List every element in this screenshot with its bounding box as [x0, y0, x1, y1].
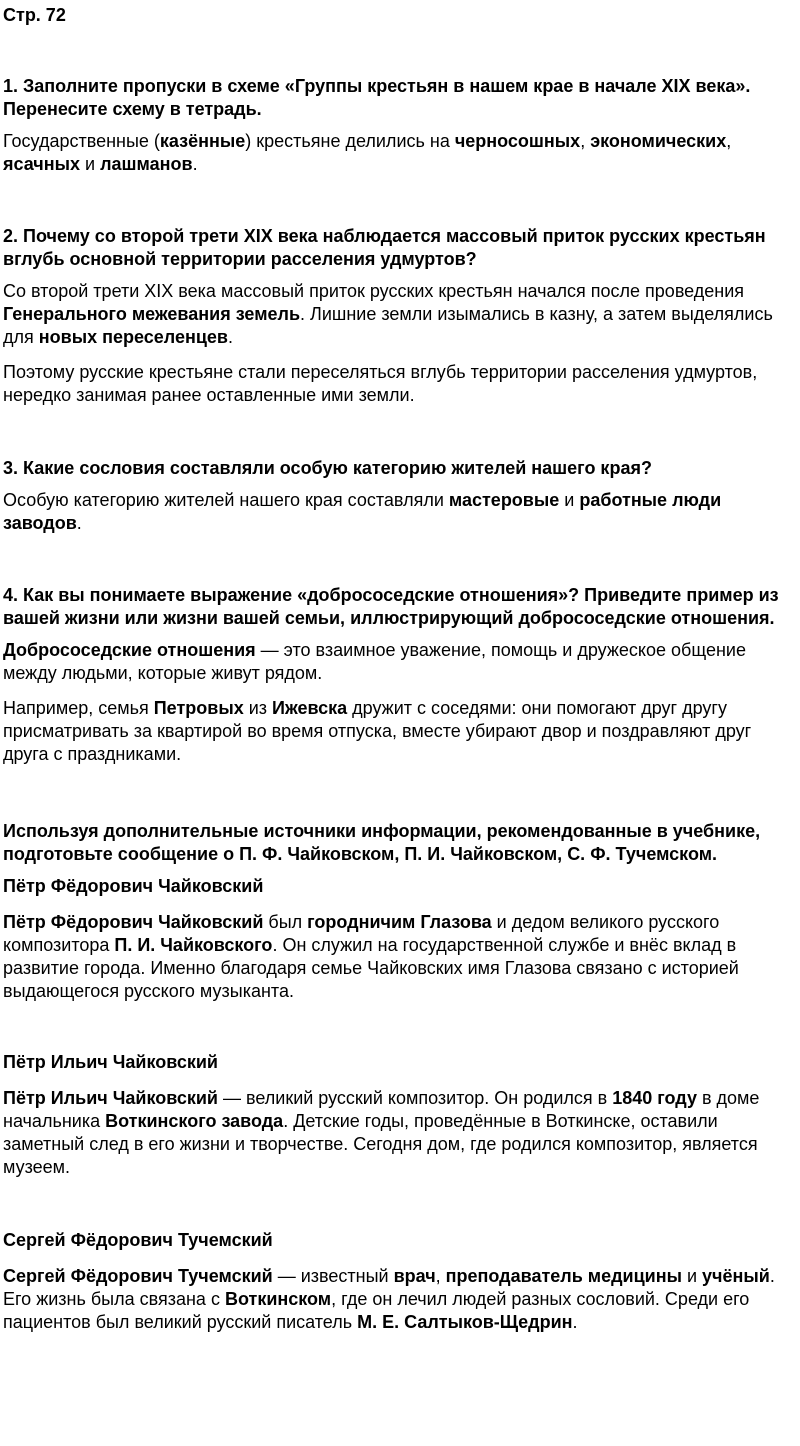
text-segment: Государственные ( — [3, 131, 160, 151]
question-2-answer-1 — [3, 280, 792, 349]
bold-term: Воткинском — [224, 1289, 332, 1309]
question-3-title: 3. Какие сословия составляли особую категорию жителей нашего края? — [3, 458, 652, 478]
text-segment: — великий русский композитор. Он родился в — [217, 1088, 613, 1108]
bold-term: Сергей Фёдорович Тучемский — [3, 1266, 273, 1286]
text-segment: из — [243, 698, 273, 718]
text-segment: и — [681, 1266, 703, 1286]
bold-term: Пётр Ильич Чайковский — [3, 1088, 218, 1108]
bold-term: М. Е. Салтыков-Щедрин — [357, 1312, 573, 1332]
bio-3-heading: Сергей Фёдорович Тучемский — [3, 1230, 273, 1250]
text-segment: , — [726, 131, 732, 151]
text-segment: ) крестьяне делились на — [245, 131, 455, 151]
bold-term: врач — [393, 1266, 436, 1286]
text-segment: — известный — [272, 1266, 394, 1286]
bold-term: экономических — [590, 131, 727, 151]
text-segment: , — [580, 131, 591, 151]
question-4 — [3, 584, 792, 766]
question-1 — [3, 75, 792, 176]
task-5 — [3, 820, 792, 1003]
bold-term: черносошных — [454, 131, 581, 151]
bold-term: мастеровые — [448, 490, 560, 510]
question-4-title: 4. Как вы понимаете выражение «добрососедские отношения»? Приведите пример из вашей жизни или жизни вашей семьи, иллюстрирующий добрососедские отношения. — [3, 585, 779, 628]
bio-3-text — [3, 1265, 792, 1334]
bold-term: городничим Глазова — [307, 912, 492, 932]
text-segment: . Детские годы, проведённые в Воткинске, оставили заметный след в его жизни и творчестве. Сегодня дом, где родился композитор, является музеем. — [3, 1111, 758, 1177]
question-1-answer — [3, 130, 792, 176]
text-segment: Со второй трети XIX века массовый приток русских крестьян начался после проведения — [3, 281, 745, 301]
bold-term: Пётр Фёдорович Чайковский — [3, 912, 264, 932]
text-segment: . — [572, 1312, 578, 1332]
question-2 — [3, 225, 792, 407]
bold-term: Добрососедские отношения — [3, 640, 256, 660]
text-segment: . — [227, 327, 233, 347]
text-segment: Особую категорию жителей нашего края составляли — [3, 490, 449, 510]
bold-term: казённые — [159, 131, 246, 151]
bold-term: лашманов — [100, 154, 193, 174]
text-segment: и дедом великого русского композитора — [3, 912, 720, 955]
task-5-title: Используя дополнительные источники информации, рекомендованные в учебнике, подготовьте сообщение о П. Ф. Чайковском, П. И. Чайковском, С. Ф. Тучемском. — [3, 821, 761, 864]
text-segment: и — [559, 490, 580, 510]
bold-term: ясачных — [3, 154, 81, 174]
bio-1-text — [3, 911, 792, 1003]
question-4-answer-1 — [3, 639, 792, 685]
question-4-answer-2 — [3, 697, 792, 766]
bio-3 — [3, 1229, 792, 1334]
text-segment: был — [263, 912, 308, 932]
bold-term: Генерального межевания земель — [3, 304, 301, 324]
bio-2-text — [3, 1087, 792, 1179]
text-segment: , где он лечил людей разных сословий. Среди его пациентов был великий русский писатель — [3, 1289, 750, 1332]
text-segment: . Он служил на государственной службе и внёс вклад в развитие города. Именно благодаря семье Чайковских имя Глазова связано с историей выдающегося русского музыканта. — [3, 935, 739, 1001]
bold-term: преподаватель медицины — [445, 1266, 682, 1286]
bio-2 — [3, 1051, 792, 1179]
question-2-answer-2: Поэтому русские крестьяне стали переселяться вглубь территории расселения удмуртов, нередко занимая ранее оставленные ими земли. — [3, 362, 758, 405]
question-3 — [3, 457, 792, 535]
text-segment: . — [192, 154, 198, 174]
question-3-answer — [3, 489, 792, 535]
bold-term: П. И. Чайковского — [114, 935, 273, 955]
text-segment: . Его жизнь была связана с — [3, 1266, 775, 1309]
question-1-title: 1. Заполните пропуски в схеме «Группы крестьян в нашем крае в начале XIX века». Перенесите схему в тетрадь. — [3, 76, 751, 119]
text-segment: . Лишние земли изымались в казну, а затем выделялись для — [3, 304, 773, 347]
text-segment: — это взаимное уважение, помощь и дружеское общение между людьми, которые живут рядом. — [3, 640, 746, 683]
bio-1-heading: Пётр Фёдорович Чайковский — [3, 876, 264, 896]
bold-term: учёный — [702, 1266, 770, 1286]
question-2-title: 2. Почему со второй трети XIX века наблюдается массовый приток русских крестьян вглубь основной территории расселения удмуртов? — [3, 226, 766, 269]
text-segment: Например, семья — [3, 698, 154, 718]
bold-term: Ижевска — [272, 698, 348, 718]
bold-term: Петровых — [153, 698, 244, 718]
bold-term: работные люди заводов — [3, 490, 722, 533]
bold-term: 1840 году — [612, 1088, 697, 1108]
page-number: Стр. 72 — [3, 5, 66, 25]
text-segment: , — [435, 1266, 446, 1286]
text-segment: . — [76, 513, 82, 533]
text-segment: в доме начальника — [3, 1088, 760, 1131]
bold-term: Воткинского завода — [105, 1111, 284, 1131]
text-segment: и — [80, 154, 101, 174]
bold-term: новых переселенцев — [38, 327, 228, 347]
text-segment: дружит с соседями: они помогают друг другу присматривать за квартирой во время отпуска, вместе убирают двор и поздравляют друг друга с праздниками. — [3, 698, 752, 764]
bio-2-heading: Пётр Ильич Чайковский — [3, 1052, 218, 1072]
